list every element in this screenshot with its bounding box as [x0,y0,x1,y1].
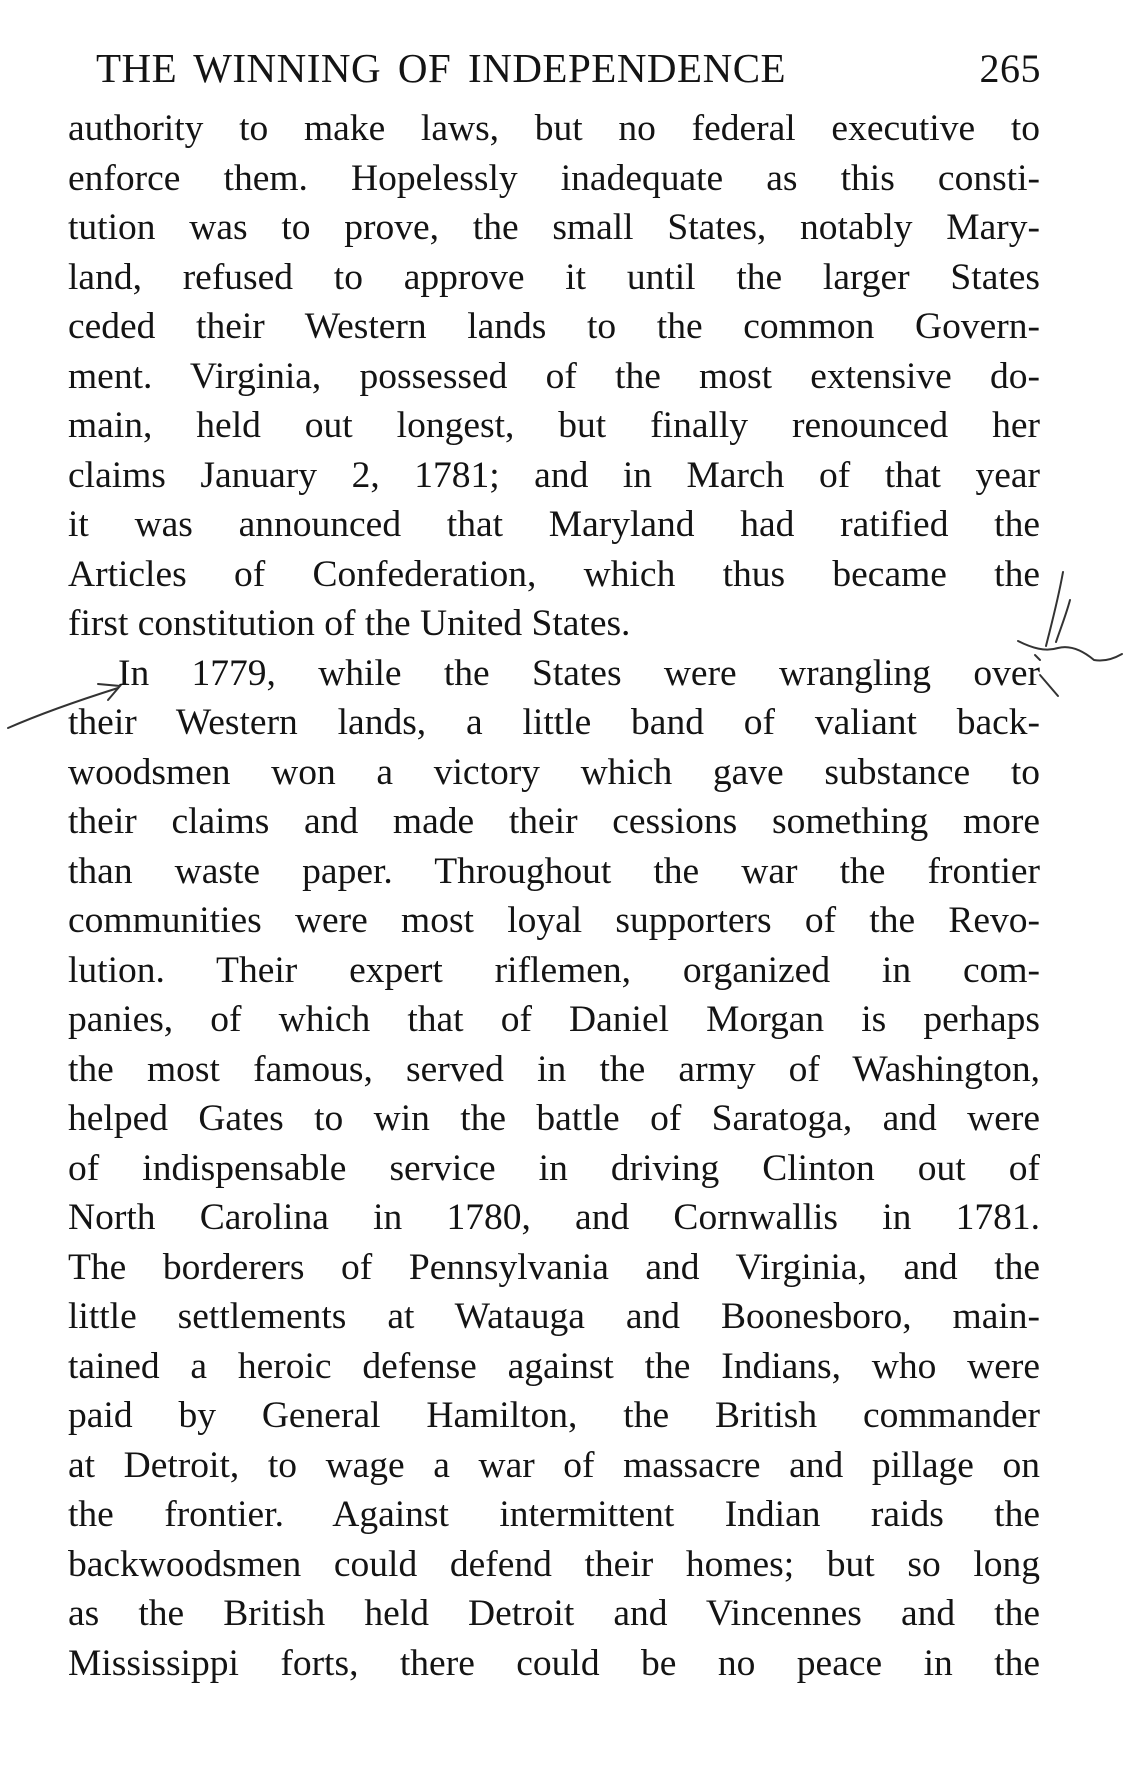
text-line: Articles of Confederation, which thus became the [68,553,1040,595]
text-line: their claims and made their cessions something more [68,801,1040,842]
text-line: woodsmen won a victory which gave substance to [68,751,1040,793]
body-text [68,104,1040,1688]
text-line: enforce them. Hopelessly inadequate as this consti- [68,157,1040,199]
text-line: ment. Virginia, possessed of the most extensive do- [68,355,1040,397]
paragraph-end-line: first constitution of the United States. [68,603,631,644]
text-line: paid by General Hamilton, the British commander [68,1395,1040,1436]
text-line: than waste paper. Throughout the war the frontier [68,850,1040,892]
text-line: tution was to prove, the small States, notably Mary- [68,207,1040,248]
running-head [96,44,1041,92]
text-line: it was announced that Maryland had ratified the [68,504,1040,545]
text-line: lution. Their expert riflemen, organized in com- [68,949,1040,991]
text-line: their Western lands, a little band of valiant back- [68,702,1040,743]
text-line: land, refused to approve it until the larger States [68,256,1040,298]
text-line: North Carolina in 1780, and Cornwallis in 1781. [68,1197,1040,1238]
running-title: THE WINNING OF INDEPENDENCE [96,45,787,91]
page-number: 265 [979,46,1041,91]
text-line: tained a heroic defense against the Indians, who were [68,1345,1040,1387]
text-line: panies, of which that of Daniel Morgan is perhaps [68,999,1040,1040]
text-line: little settlements at Watauga and Boonesboro, main- [68,1296,1040,1337]
text-line: as the British held Detroit and Vincennes and the [68,1593,1040,1634]
paragraph-start-line: In 1779, while the States were wrangling over [118,652,1040,694]
text-line: main, held out longest, but finally renounced her [68,405,1040,446]
text-line: ceded their Western lands to the common Govern- [68,306,1040,347]
text-line: Mississippi forts, there could be no peace in the [68,1642,1040,1684]
text-line: backwoodsmen could defend their homes; but so long [68,1543,1040,1585]
text-line: communities were most loyal supporters of the Revo- [68,900,1040,941]
text-line: the frontier. Against intermittent Indian raids the [68,1494,1040,1535]
text-line: helped Gates to win the battle of Saratoga, and were [68,1098,1040,1139]
text-line: claims January 2, 1781; and in March of that year [68,454,1040,496]
text-line: of indispensable service in driving Clinton out of [68,1147,1040,1189]
text-line: The borderers of Pennsylvania and Virginia, and the [68,1246,1040,1288]
text-line: the most famous, served in the army of Washington, [68,1048,1040,1090]
text-line: authority to make laws, but no federal executive to [68,108,1040,149]
text-line: at Detroit, to wage a war of massacre and pillage on [68,1444,1040,1486]
